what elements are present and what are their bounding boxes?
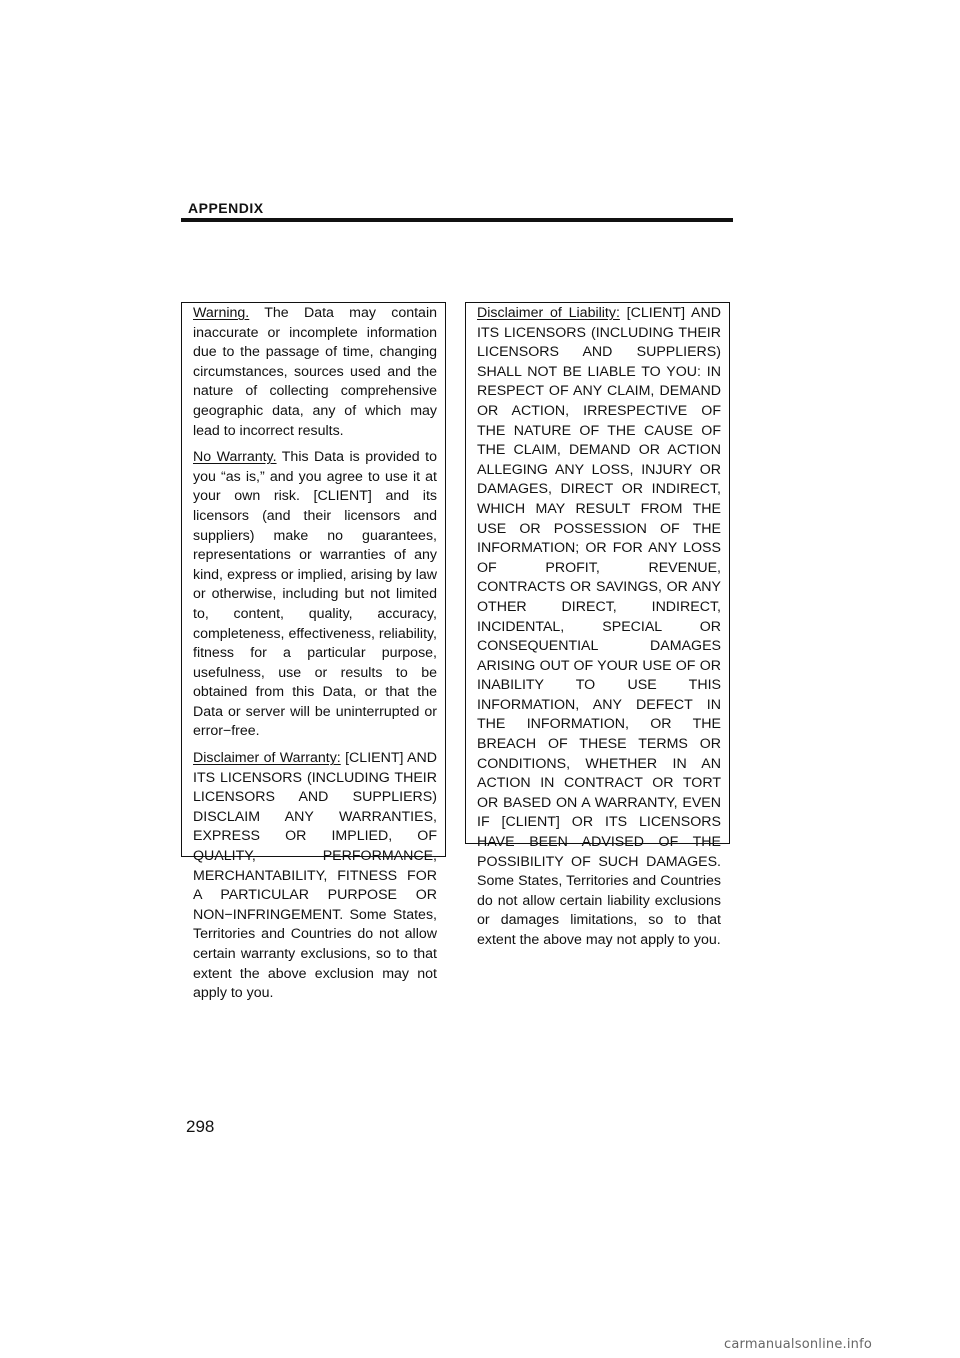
watermark: carmanualsonline.info [724, 1337, 873, 1352]
section-header: APPENDIX [188, 200, 264, 216]
no-warranty-text: This Data is provided to you “as is,” and you agree to use it at your own risk. [CLIENT] and its licensors (and their licensors and suppliers) make no guarantees, representations or warranties of any kind, express or implied, arising by law or otherwise, including but not limited to, content, quality, accuracy, completeness, effectiveness, reliability, fitness for a particular purpose, usefulness, use or results to be obtained from this Data, or that the Data or server will be uninterrupted or error−free. [193, 449, 437, 740]
right-text-box [465, 302, 730, 948]
disclaimer-warranty-text: [CLIENT] AND ITS LICENSORS (INCLUDING THEIR LICENSORS AND SUPPLIERS) DISCLAIM ANY WARRANTIES, EXPRESS OR IMPLIED, OF QUALITY, PERFORMANCE, MERCHANTABILITY, FITNESS FOR A PARTICULAR PURPOSE OR NON−INFRINGEMENT. Some States, Territories and Countries do not allow certain warranty exclusions, so to that extent the above exclusion may not apply to you. [193, 750, 437, 1002]
no-warranty-paragraph [193, 448, 437, 742]
disclaimer-liability-paragraph [477, 304, 721, 951]
disclaimer-warranty-paragraph [193, 749, 437, 1004]
no-warranty-heading: No Warranty. [193, 449, 277, 466]
disclaimer-warranty-heading: Disclaimer of Warranty: [193, 750, 341, 767]
disclaimer-liability-heading: Disclaimer of Liability: [477, 305, 620, 321]
warning-heading: Warning. [193, 305, 250, 321]
page-number: 298 [186, 1117, 215, 1136]
disclaimer-liability-text: [CLIENT] AND ITS LICENSORS (INCLUDING THEIR LICENSORS AND SUPPLIERS) SHALL NOT BE LIABLE TO YOU: IN RESPECT OF ANY CLAIM, DEMAND OR ACTION, IRRESPECTIVE OF THE NATURE OF THE CAUSE OF THE CLAIM, DEMAND OR ACTION ALLEGING ANY LOSS, INJURY OR DAMAGES, DIRECT OR INDIRECT, WHICH MAY RESULT FROM THE USE OR POSSESSION OF THE INFORMATION; OR FOR ANY LOSS OF PROFIT, REVENUE, CONTRACTS OR SAVINGS, OR ANY OTHER DIRECT, INDIRECT, INCIDENTAL, SPECIAL OR CONSEQUENTIAL DAMAGES ARISING OUT OF YOUR USE OF OR INABILITY TO USE THIS INFORMATION, ANY DEFECT IN THE INFORMATION, OR THE BREACH OF THESE TERMS OR CONDITIONS, WHETHER IN AN ACTION IN CONTRACT OR TORT OR BASED ON A WARRANTY, EVEN IF [CLIENT] OR ITS LICENSORS HAVE BEEN ADVISED OF THE POSSIBILITY OF SUCH DAMAGES. Some States, Territories and Countries do not allow certain liability exclusions or damages limitations, so to that extent the above may not apply to you. [477, 305, 721, 948]
warning-paragraph [193, 304, 437, 441]
header-rule [181, 218, 733, 222]
warning-text: The Data may contain inaccurate or incomplete information due to the passage of time, changing circumstances, sources used and the nature of collecting comprehensive geographic data, any of which may lead to incorrect results. [193, 305, 437, 439]
left-text-box [181, 302, 446, 1002]
